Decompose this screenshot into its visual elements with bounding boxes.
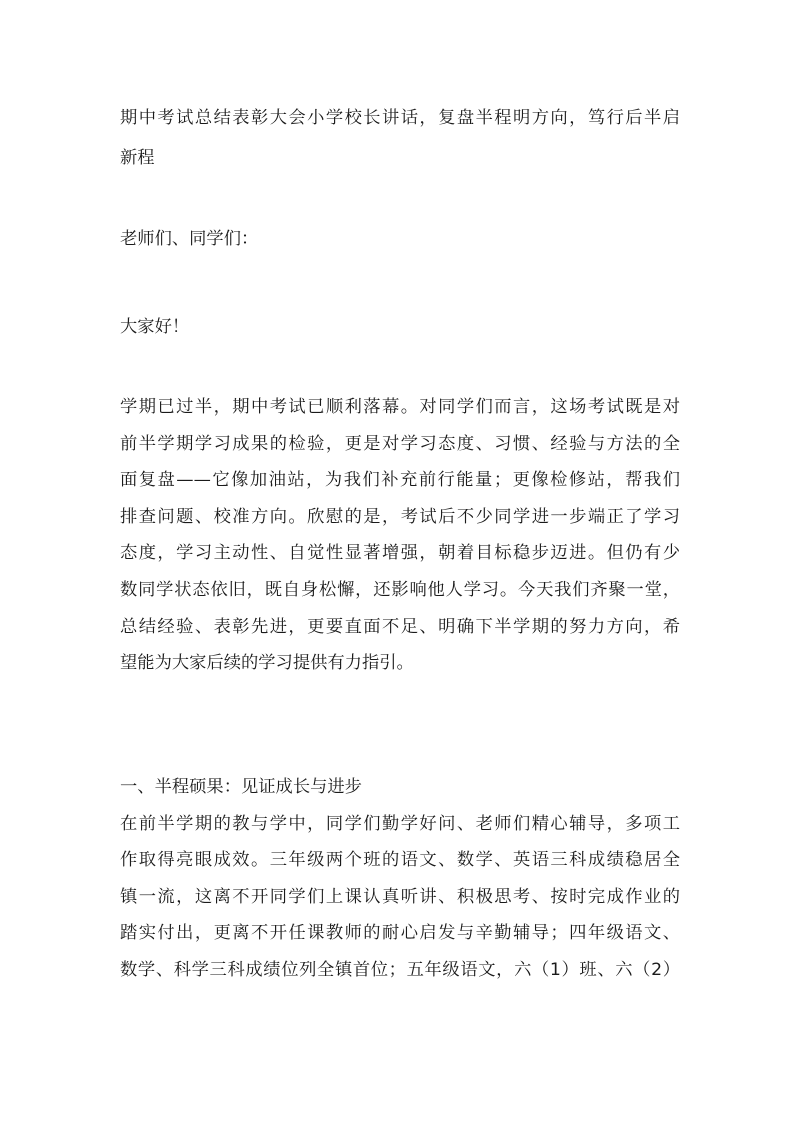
section-1 bbox=[120, 769, 680, 989]
section-heading: 一、半程硕果：见证成长与进步 bbox=[120, 777, 362, 797]
paragraph-line: 镇一流，这离不开同学们上课认真听讲、积极思考、按时完成作业的 bbox=[120, 886, 680, 907]
paragraph-line: 作取得亮眼成效。三年级两个班的语文、数学、英语三科成绩稳居全 bbox=[120, 850, 680, 871]
greeting bbox=[120, 309, 680, 346]
paragraph-line: 数同学状态依旧，既自身松懈，还影响他人学习。今天我们齐聚一堂， bbox=[120, 579, 680, 600]
paragraph-line: 前半学期学习成果的检验，更是对学习态度、习惯、经验与方法的全 bbox=[120, 433, 680, 454]
paragraph-line: 态度，学习主动性、自觉性显著增强，朝着目标稳步迈进。但仍有少 bbox=[120, 543, 680, 564]
title-line: 新程 bbox=[120, 148, 155, 168]
paragraph-line: 踏实付出，更离不开任课教师的耐心启发与辛勤辅导；四年级语文、 bbox=[120, 923, 680, 944]
paragraph-line: 学期已过半，期中考试已顺利落幕。对同学们而言，这场考试既是对 bbox=[120, 397, 680, 417]
salutation bbox=[120, 221, 680, 258]
paragraph-line: 面复盘——它像加油站，为我们补充前行能量；更像检修站，帮我们 bbox=[120, 470, 680, 491]
paragraph-line: 数学、科学三科成绩位列全镇首位；五年级语文，六（1）班、六（2） bbox=[120, 959, 680, 980]
intro-paragraph bbox=[120, 389, 680, 682]
paragraph-line: 总结经验、表彰先进，更要直面不足、明确下半学期的努力方向，希 bbox=[120, 616, 680, 637]
salutation-text: 老师们、同学们： bbox=[120, 229, 259, 249]
paragraph-line: 在前半学期的教与学中，同学们勤学好问、老师们精心辅导，多项工 bbox=[120, 813, 680, 834]
document-title bbox=[120, 98, 680, 178]
paragraph-line: 望能为大家后续的学习提供有力指引。 bbox=[120, 653, 414, 674]
greeting-text: 大家好！ bbox=[120, 317, 190, 337]
paragraph-line: 排查问题、校准方向。欣慰的是，考试后不少同学进一步端正了学习 bbox=[120, 506, 680, 527]
title-line: 期中考试总结表彰大会小学校长讲话，复盘半程明方向，笃行后半启 bbox=[120, 108, 680, 128]
